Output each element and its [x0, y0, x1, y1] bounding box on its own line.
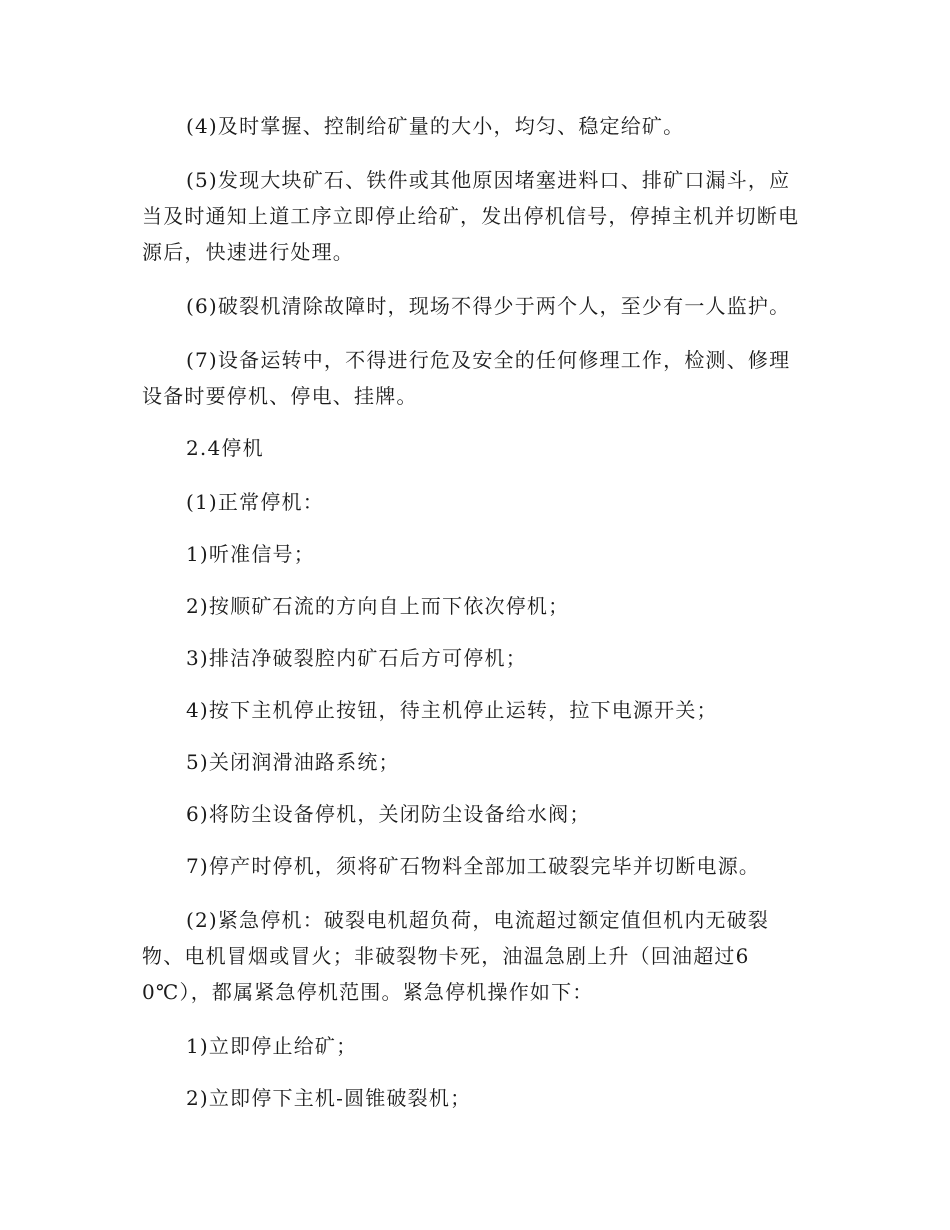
step-item-4 [142, 692, 810, 728]
step-text: 3)排洁净破裂腔内矿石后方可停机； [186, 646, 527, 670]
step-text: 6)将防尘设备停机，关闭防尘设备给水阀； [186, 802, 591, 826]
step-text: 5)关闭润滑油路系统； [186, 750, 400, 774]
subsection-normal-stop [142, 484, 810, 520]
step-text: 2)立即停下主机-圆锥破裂机； [186, 1086, 472, 1110]
paragraph-text: (5)发现大块矿石、铁件或其他原因堵塞进料口、排矿口漏斗，应当及时通知上道工序立即停止给矿，发出停机信号，停掉主机并切断电源后，快速进行处理。 [142, 168, 800, 264]
step-item-7 [142, 848, 810, 884]
paragraph-text: (7)设备运转中，不得进行危及安全的任何修理工作，检测、修理设备时要停机、停电、挂牌。 [142, 348, 791, 408]
step-text: 1)听准信号； [186, 542, 315, 566]
step-text: 7)停产时停机，须将矿石物料全部加工破裂完毕并切断电源。 [186, 854, 761, 878]
paragraph-text: (4)及时掌握、控制给矿量的大小，均匀、稳定给矿。 [186, 114, 685, 138]
section-heading-2-4 [142, 430, 810, 466]
step-text: 1)立即停止给矿； [186, 1034, 358, 1058]
paragraph-item-4 [142, 108, 810, 144]
paragraph-text: (2)紧急停机：破裂电机超负荷，电流超过额定值但机内无破裂物、电机冒烟或冒火；非破裂物卡死，油温急剧上升（回油超过60℃），都属紧急停机范围。紧急停机操作如下： [142, 908, 770, 1004]
step-text: 4)按下主机停止按钮，待主机停止运转，拉下电源开关； [186, 698, 718, 722]
paragraph-text: (6)破裂机清除故障时，现场不得少于两个人，至少有一人监护。 [186, 294, 791, 318]
step-item-2 [142, 588, 810, 624]
paragraph-item-7 [142, 342, 810, 414]
step-item-5 [142, 744, 810, 780]
emergency-step-item-1 [142, 1028, 810, 1064]
emergency-step-item-2 [142, 1080, 810, 1116]
step-item-3 [142, 640, 810, 676]
paragraph-item-6 [142, 288, 810, 324]
step-text: 2)按顺矿石流的方向自上而下依次停机； [186, 594, 570, 618]
step-item-1 [142, 536, 810, 572]
paragraph-text: (1)正常停机： [186, 490, 324, 514]
subsection-emergency-stop [142, 902, 810, 1010]
paragraph-item-5 [142, 162, 810, 270]
step-item-6 [142, 796, 810, 832]
heading-text: 2.4停机 [186, 436, 264, 460]
